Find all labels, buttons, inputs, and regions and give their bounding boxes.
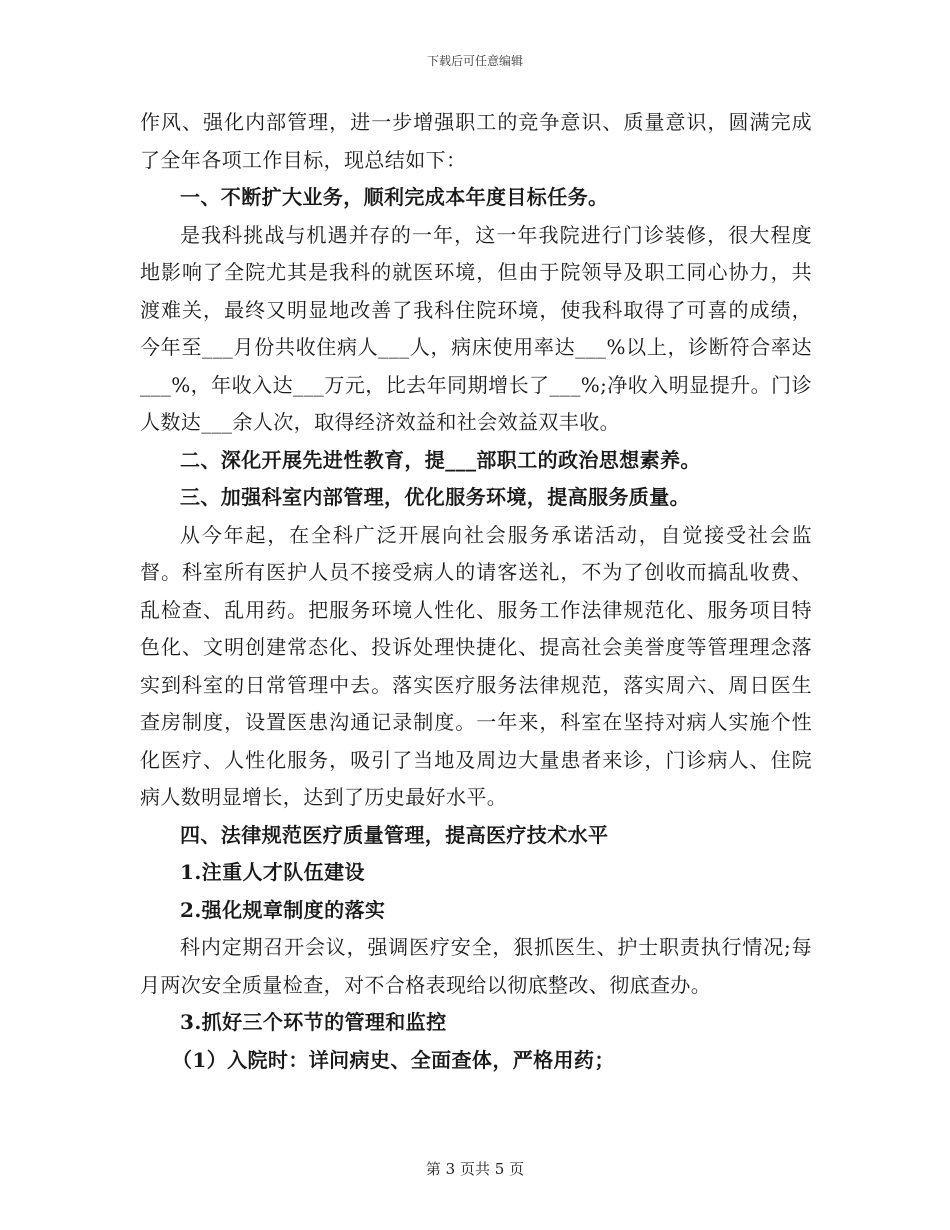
page-number-footer: 第 3 页共 5 页 [425, 1160, 525, 1178]
page-header-note: 下载后可任意编辑 [426, 54, 523, 68]
document-body [140, 104, 812, 1079]
subheading-4-2: 2.强化规章制度的落实 [180, 897, 386, 922]
paragraph-4-2: 科内定期召开会议，强调医疗安全，狠抓医生、护士职责执行情况;每月两次安全质量检查，对不合格表现给以彻底整改、彻底查办。 [140, 935, 812, 997]
paragraph-intro: 作风、强化内部管理，进一步增强职工的竞争意识、质量意识，圆满完成了全年各项工作目标，现总结如下： [140, 110, 812, 172]
subheading-4-3: 3.抓好三个环节的管理和监控 [180, 1010, 447, 1034]
subheading-4-1: 1.注重人才队伍建设 [180, 860, 365, 884]
paragraph-section-3: 从今年起，在全科广泛开展向社会服务承诺活动，自觉接受社会监督。科室所有医护人员不接受病人的请客送礼，不为了创收而搞乱收费、乱检查、乱用药。把服务环境人性化、服务工作法律规范化、服务项目特色化、文明创建常态化、投诉处理快捷化、提高社会美誉度等管理理念落实到科室的日常管理中去。落实医疗服务法律规范，落实周六、周日医生查房制度，设置医患沟通记录制度。一年来，科室在坚持对病人实施个性化医疗、人性化服务，吸引了当地及周边大量患者来诊，门诊病人、住院病人数明显增长，达到了历史最好水平。 [140, 522, 812, 809]
paragraph-section-1: 是我科挑战与机遇并存的一年，这一年我院进行门诊装修，很大程度地影响了全院尤其是我科的就医环境，但由于院领导及职工同心协力，共渡难关，最终又明显地改善了我科住院环境，使我科取得了可喜的成绩，今年至___月份共收住病人___人，病床使用率达___%以上，诊断符合率达___%，年收入达___万元，比去年同期增长了___%;净收入明显提升。门诊人数达___余人次，取得经济效益和社会效益双丰收。 [140, 222, 812, 434]
heading-section-2: 二、深化开展先进性教育，提___部职工的政治思想素养。 [180, 447, 701, 472]
heading-section-3: 三、加强科室内部管理，优化服务环境，提高服务质量。 [180, 485, 690, 509]
list-item-admission: （1）入院时：详问病史、全面查体，严格用药； [172, 1047, 615, 1072]
heading-section-1: 一、不断扩大业务，顺利完成本年度目标任务。 [180, 185, 609, 209]
heading-section-4: 四、法律规范医疗质量管理，提高医疗技术水平 [180, 822, 609, 847]
